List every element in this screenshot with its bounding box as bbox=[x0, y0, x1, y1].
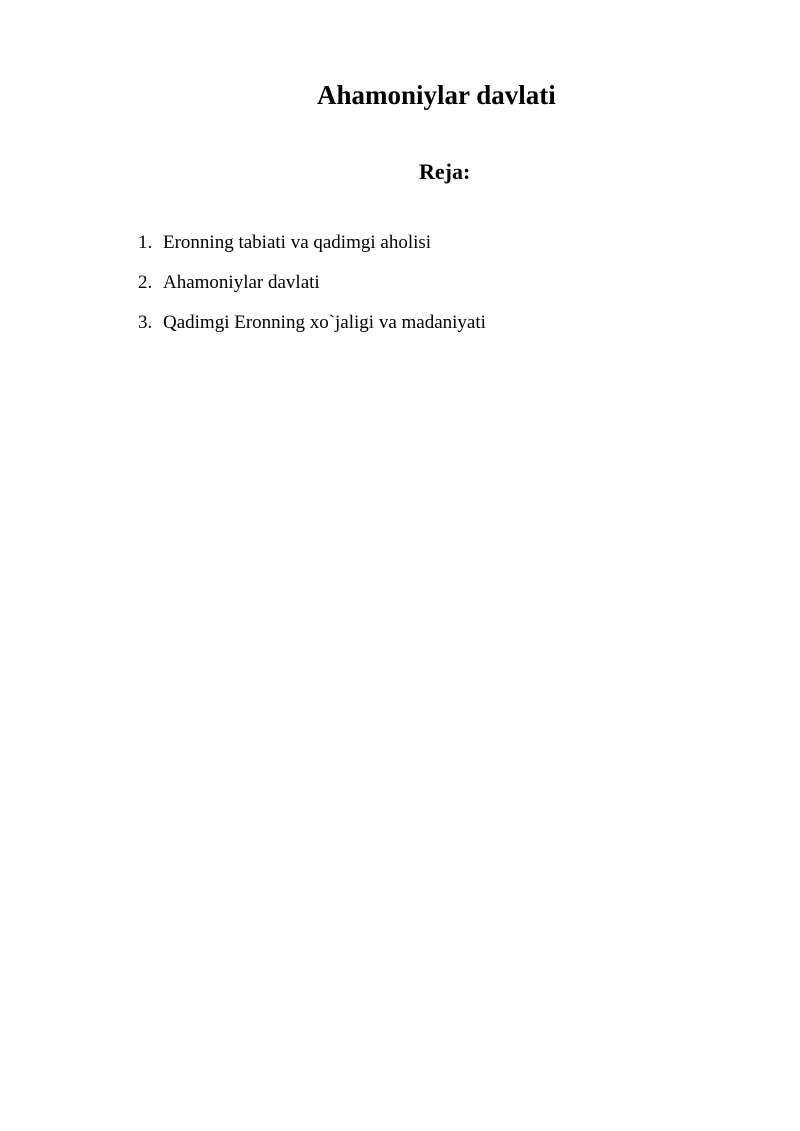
list-item-text: Ahamoniylar davlati bbox=[163, 272, 320, 293]
list-item-number: 2. bbox=[138, 272, 153, 293]
page-title: Ahamoniylar davlati bbox=[317, 80, 556, 110]
list-item bbox=[138, 310, 486, 336]
plan-list bbox=[138, 230, 486, 350]
list-item bbox=[138, 230, 486, 256]
list-item-text: Eronning tabiati va qadimgi aholisi bbox=[163, 232, 432, 253]
list-item-number: 3. bbox=[138, 312, 153, 333]
list-item bbox=[138, 270, 486, 296]
list-item-number: 1. bbox=[138, 232, 153, 253]
plan-heading: Reja: bbox=[419, 159, 471, 184]
list-item-text: Qadimgi Eronning xo`jaligi va madaniyati bbox=[163, 312, 486, 333]
